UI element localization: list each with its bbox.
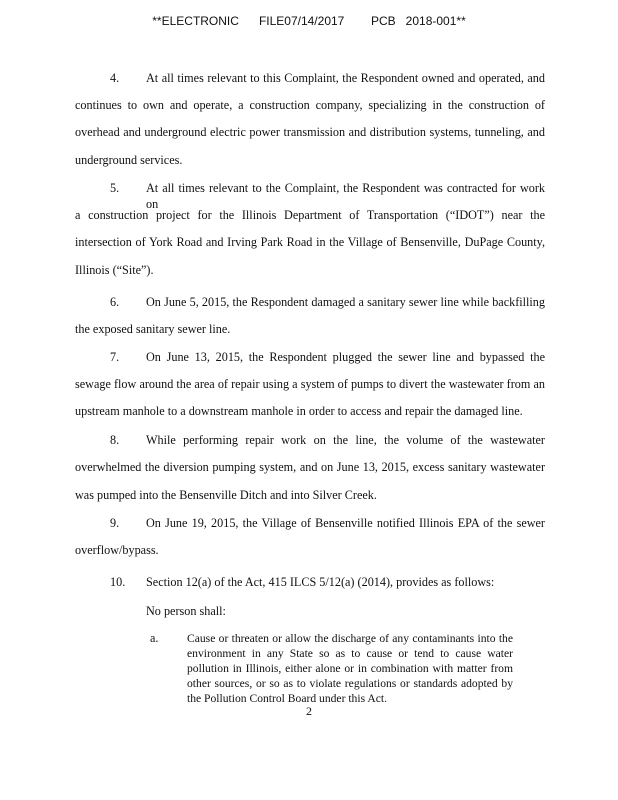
paragraph-number: 5.: [110, 181, 120, 195]
paragraph-number: 8.: [110, 433, 120, 447]
paragraph-line: sewage flow around the area of repair using a system of pumps to divert the wastewater from an: [75, 377, 545, 391]
paragraph-line: upstream manhole to a downstream manhole in order to access and repair the damaged line.: [75, 404, 523, 418]
paragraph-line: overflow/bypass.: [75, 543, 159, 557]
paragraph-line: On June 5, 2015, the Respondent damaged a sanitary sewer line while backfilling: [146, 295, 545, 309]
paragraph-line: a construction project for the Illinois Department of Transportation (“IDOT”) near the: [75, 208, 545, 222]
page-number: 2: [306, 704, 312, 718]
paragraph-line: the exposed sanitary sewer line.: [75, 322, 231, 336]
paragraph-line: overhead and underground electric power transmission and distribution systems, tunneling, and: [75, 125, 545, 139]
paragraph-line: On June 19, 2015, the Village of Bensenville notified Illinois EPA of the sewer: [146, 516, 545, 530]
electronic-filing-header: **ELECTRONIC FILE07/14/2017 PCB 2018-001**: [152, 14, 466, 28]
paragraph-line: Section 12(a) of the Act, 415 ILCS 5/12(a) (2014), provides as follows:: [146, 575, 495, 589]
paragraph-line: intersection of York Road and Irving Park Road in the Village of Bensenville, DuPage County,: [75, 235, 545, 249]
quote-item-text: Cause or threaten or allow the discharge of any contaminants into the environment in any State so as to cause or tend to cause water pollution in Illinois, either alone or in combination with matter from other sources, or so as to violate regulations or standards adopted by the Pollution Control Board under this Act.: [187, 632, 513, 705]
paragraph-number: 10.: [110, 575, 126, 589]
paragraph-line: underground services.: [75, 153, 183, 167]
quote-item-label: a.: [150, 631, 159, 645]
paragraph-number: 9.: [110, 516, 120, 530]
paragraph-number: 4.: [110, 71, 120, 85]
paragraph-line: On June 13, 2015, the Respondent plugged the sewer line and bypassed the: [146, 350, 545, 364]
paragraph-line: was pumped into the Bensenville Ditch and into Silver Creek.: [75, 488, 377, 502]
paragraph-number: 7.: [110, 350, 120, 364]
paragraph-line: overwhelmed the diversion pumping system, and on June 13, 2015, excess sanitary wastewater: [75, 460, 545, 474]
paragraph-line: At all times relevant to the Complaint, the Respondent was contracted for work on: [146, 181, 545, 211]
paragraph-line: continues to own and operate, a construction company, specializing in the construction of: [75, 98, 545, 112]
paragraph-number: 6.: [110, 295, 120, 309]
paragraph-line: At all times relevant to this Complaint, the Respondent owned and operated, and: [146, 71, 545, 85]
paragraph-line: While performing repair work on the line, the volume of the wastewater: [146, 433, 545, 447]
paragraph-line: Illinois (“Site”).: [75, 263, 154, 277]
quote-intro: No person shall:: [146, 604, 226, 618]
